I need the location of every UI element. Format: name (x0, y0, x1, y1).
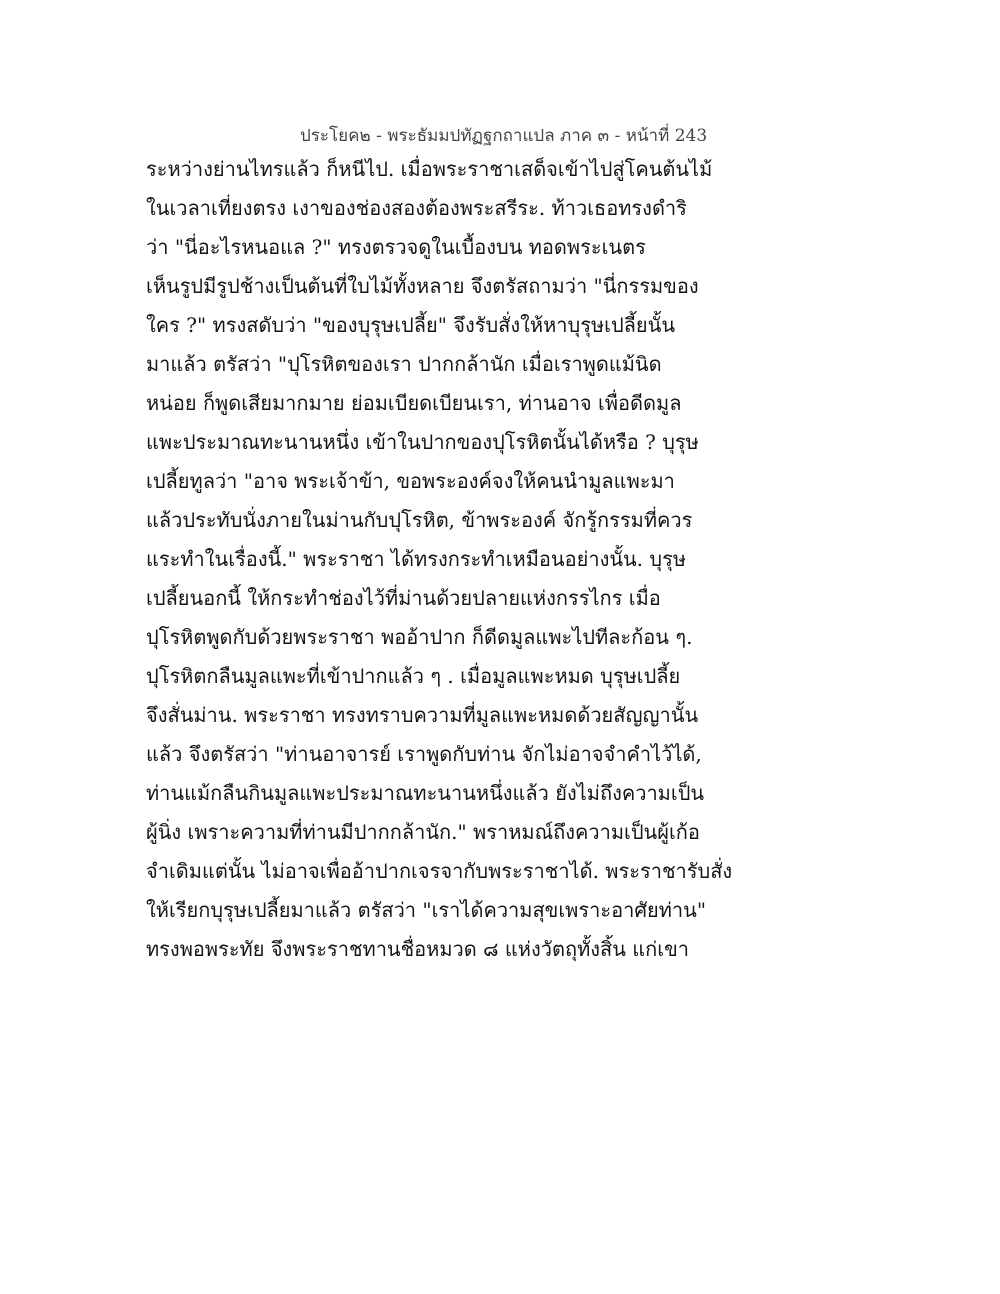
text-line: แล้วประทับนั่งภายในม่านกับปุโรหิต, ข้าพระองค์ จักรู้กรรมที่ควร (146, 508, 693, 532)
text-line: ว่า "นี่อะไรหนอแล ?" ทรงตรวจดูในเบื้องบน ทอดพระเนตร (146, 235, 646, 259)
text-line: ปุโรหิตกลืนมูลแพะที่เข้าปากแล้ว ๆ . เมื่อมูลแพะหมด บุรุษเปลี้ย (146, 664, 681, 688)
text-line: แพะประมาณทะนานหนึ่ง เข้าในปากของปุโรหิตนั้นได้หรือ ? บุรุษ (146, 430, 699, 454)
text-line: จึงสั่นม่าน. พระราชา ทรงทราบความที่มูลแพะหมดด้วยสัญญานั้น (146, 703, 699, 727)
text-line: มาแล้ว ตรัสว่า "ปุโรหิตของเรา ปากกล้านัก เมื่อเราพูดแม้นิด (146, 352, 662, 376)
text-line: ผู้นิ่ง เพราะความที่ท่านมีปากกล้านัก." พราหมณ์ถึงความเป็นผู้เก้อ (146, 820, 700, 844)
text-line: ท่านแม้กลืนกินมูลแพะประมาณทะนานหนึ่งแล้ว ยังไม่ถึงความเป็น (146, 781, 705, 805)
text-line: หน่อย ก็พูดเสียมากมาย ย่อมเบียดเบียนเรา, ท่านอาจ เพื่อดีดมูล (146, 391, 682, 415)
text-line: ปุโรหิตพูดกับด้วยพระราชา พออ้าปาก ก็ดีดมูลแพะไปทีละก้อน ๆ. (146, 625, 693, 649)
text-line: เห็นรูปมีรูปช้างเป็นต้นที่ใบไม้ทั้งหลาย จึงตรัสถามว่า "นี่กรรมของ (146, 274, 699, 298)
text-line: ในเวลาเที่ยงตรง เงาของช่องสองต้องพระสรีระ. ท้าวเธอทรงดำริ (146, 196, 687, 220)
text-line: แล้ว จึงตรัสว่า "ท่านอาจารย์ เราพูดกับท่าน จักไม่อาจจำคำไว้ได้, (146, 742, 702, 766)
text-line: จำเดิมแต่นั้น ไม่อาจเพื่ออ้าปากเจรจากับพระราชาได้. พระราชารับสั่ง (146, 859, 733, 883)
text-line: แระทำในเรื่องนี้." พระราชา ได้ทรงกระทำเหมือนอย่างนั้น. บุรุษ (146, 547, 687, 571)
text-line: ใคร ?" ทรงสดับว่า "ของบุรุษเปลี้ย" จึงรับสั่งให้หาบุรุษเปลี้ยนั้น (146, 313, 675, 337)
text-line: ระหว่างย่านไทรแล้ว ก็หนีไป. เมื่อพระราชาเสด็จเข้าไปสู่โคนต้นไม้ (146, 157, 713, 181)
text-line: ให้เรียกบุรุษเปลี้ยมาแล้ว ตรัสว่า "เราได้ความสุขเพราะอาศัยท่าน" (146, 898, 707, 922)
text-line: เปลี้ยนอกนี้ ให้กระทำช่องไว้ที่ม่านด้วยปลายแห่งกรรไกร เมื่อ (146, 586, 661, 610)
text-line: เปลี้ยทูลว่า "อาจ พระเจ้าข้า, ขอพระองค์จงให้คนนำมูลแพะมา (146, 469, 675, 493)
running-head: ประโยค๒ - พระธัมมปทัฏฐกถาแปล ภาค ๓ - หน้าที่ 243 (300, 126, 708, 146)
text-line: ทรงพอพระทัย จึงพระราชทานชื่อหมวด ๘ แห่งวัตถุทั้งสิ้น แก่เขา (146, 937, 690, 961)
body-text (146, 150, 733, 969)
